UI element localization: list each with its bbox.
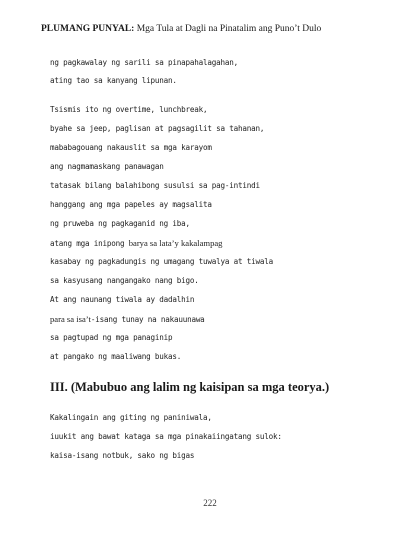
- verse-segment-pre: ng pruweba ng pagkaganid ng iba,: [50, 219, 190, 228]
- verse-line: ng pagkawalay ng sarili sa pinapahalagahan,: [50, 58, 238, 67]
- verse-segment-pre: At ang naunang tiwala ay dadalhin: [50, 295, 195, 304]
- verse-line: [50, 124, 264, 133]
- section-heading: III. (Mabubuo ang lalim ng kaisipan sa mga teorya.): [50, 380, 330, 394]
- verse-segment-pre: mababagouang nakauslit sa mga karayom: [50, 143, 212, 152]
- verse-line: ating tao sa kanyang lipunan.: [50, 76, 177, 85]
- verse-segment-serif: para sa isa’t: [50, 314, 91, 324]
- verse-segment-pre: atang mga inipong: [50, 239, 129, 248]
- verse-segment-pre: kasabay ng pagkadungis ng umagang tuwalya at tiwala: [50, 257, 273, 266]
- verse-line: [50, 105, 207, 114]
- verse-line: Kakalingain ang giting ng paniniwala,: [50, 413, 212, 422]
- verse-segment-pre: ang nagmamaskang panawagan: [50, 162, 164, 171]
- verse-segment-pre: tatasak bilang balahibong susulsi sa pag-intindi: [50, 181, 260, 190]
- verse-segment-pre: Tsismis ito ng overtime, lunchbreak,: [50, 105, 208, 114]
- verse-line: [50, 143, 212, 152]
- header-title-rest: Mga Tula at Dagli na Pinatalim ang Puno’t Dulo: [134, 24, 322, 34]
- verse-line: [50, 276, 199, 285]
- verse-segment-pre: sa kasyusang nangangako nang bigo.: [50, 276, 199, 285]
- verse-line: kaisa-isang notbuk, sako ng bigas: [50, 451, 195, 460]
- verse-segment-pre: at pangako ng maaliwang bukas.: [50, 352, 182, 361]
- verse-line: [50, 181, 260, 190]
- verse-segment-pre: sa pagtupad ng mga panaginip: [50, 333, 173, 342]
- verse-segment-pre: byahe sa jeep, paglisan at pagsagilit sa tahanan,: [50, 124, 265, 133]
- verse-segment-post: -isang tunay na nakauunawa: [90, 315, 205, 324]
- verse-segment-serif: barya sa lata’y kakalampag: [128, 238, 223, 248]
- verse-line: iuukit ang bawat kataga sa mga pinakaiingatang sulok:: [50, 432, 282, 441]
- verse-segment-pre: hanggang ang mga papeles ay magsalita: [50, 200, 212, 209]
- verse-line: [50, 200, 212, 209]
- running-header: [41, 24, 321, 34]
- verse-line: [50, 314, 205, 324]
- verse-line: [50, 257, 273, 266]
- verse-line: [50, 333, 172, 342]
- header-title-bold: PLUMANG PUNYAL:: [41, 24, 135, 34]
- verse-line: [50, 162, 164, 171]
- verse-line: [50, 352, 181, 361]
- verse-line: [50, 295, 194, 304]
- verse-line: [50, 219, 190, 228]
- verse-line: [50, 238, 222, 248]
- page-number: 222: [203, 498, 217, 508]
